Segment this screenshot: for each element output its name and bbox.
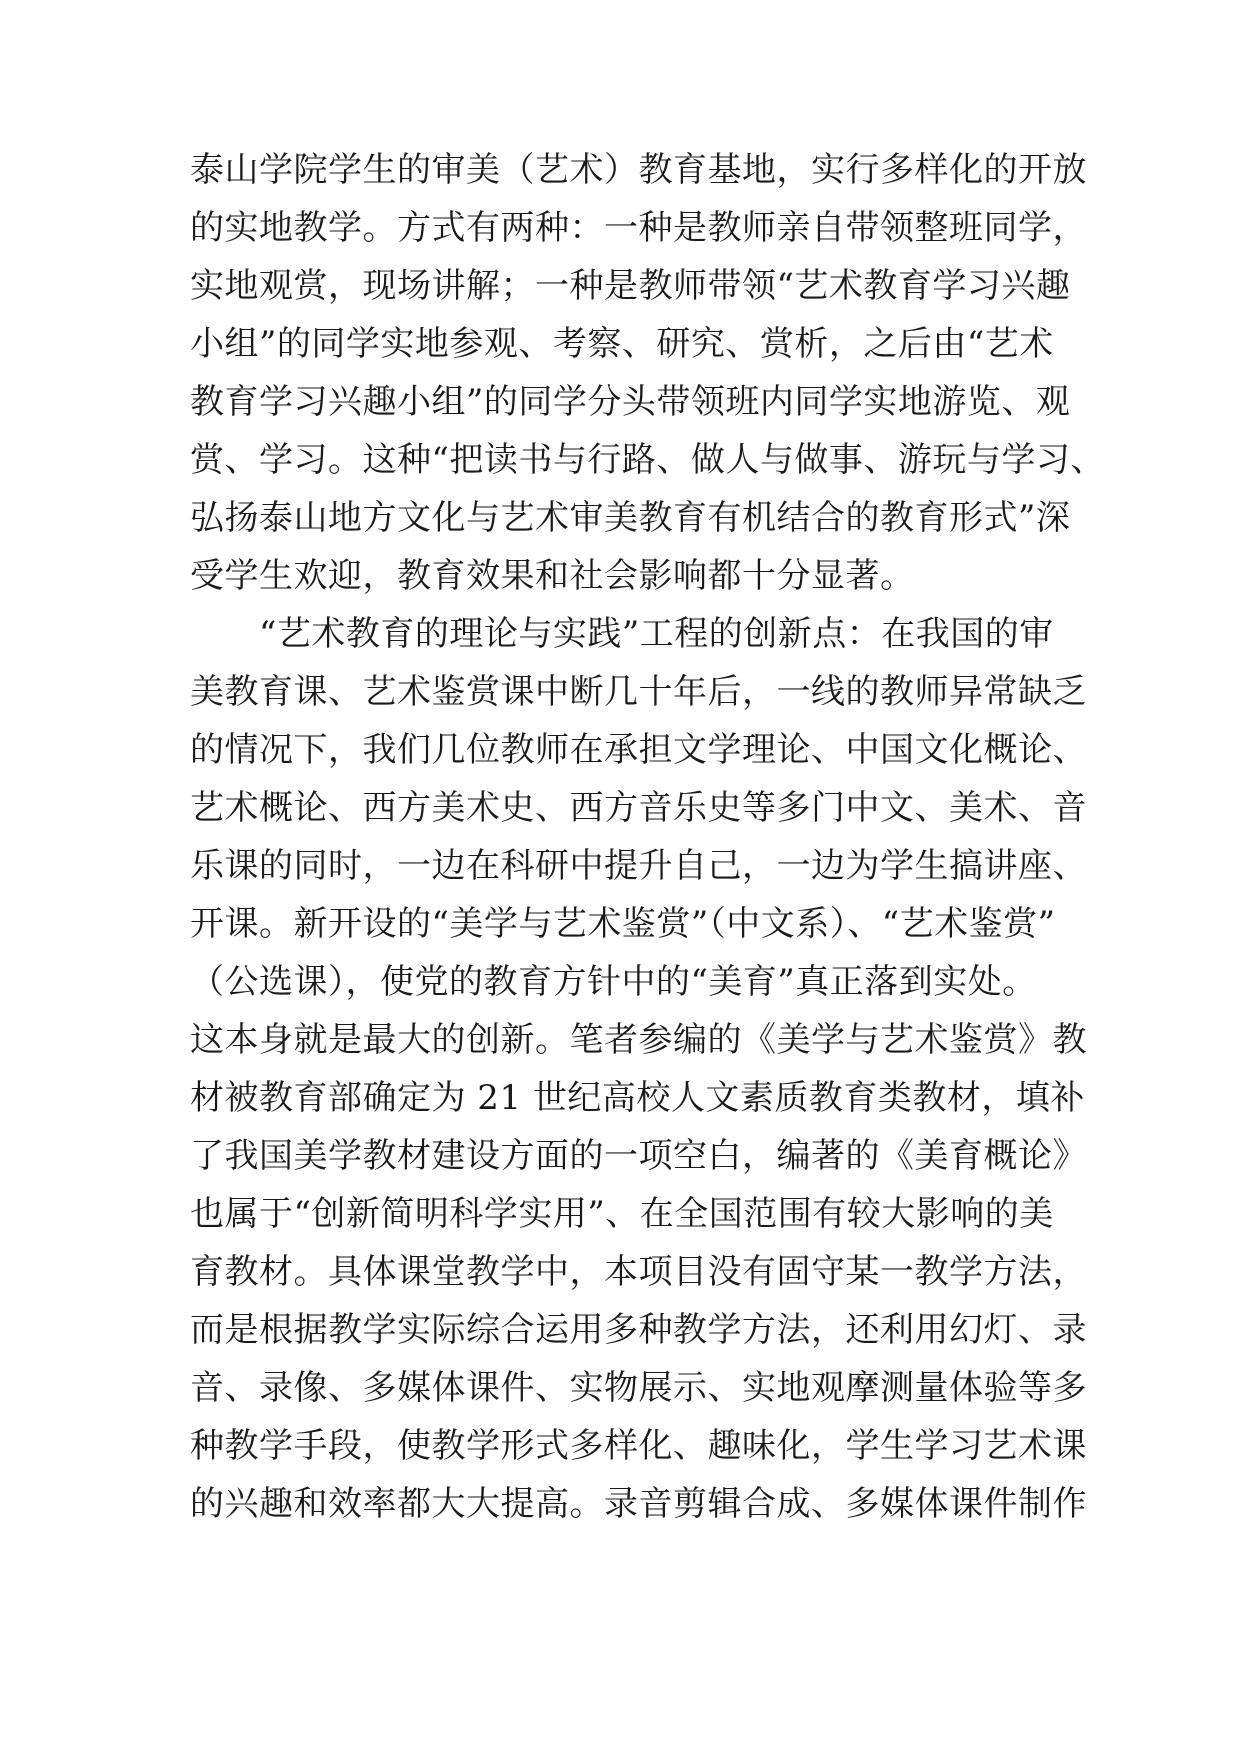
text-line: 开课。新开设的“美学与艺术鉴赏”（中文系）、“艺术鉴赏” <box>190 904 1056 944</box>
text-line: 的兴趣和效率都大大提高。录音剪辑合成、多媒体课件制作 <box>190 1484 1087 1524</box>
text-line: 育教材。具体课堂教学中，本项目没有固守某一教学方法， <box>190 1252 1087 1292</box>
text-line: “艺术教育的理论与实践”工程的创新点：在我国的审 <box>190 614 1054 654</box>
text-line: 乐课的同时，一边在科研中提升自己，一边为学生搞讲座、 <box>190 846 1087 886</box>
text-line: 小组”的同学实地参观、考察、研究、赏析，之后由“艺术 <box>190 324 1054 364</box>
text-line: 这本身就是最大的创新。笔者参编的《美学与艺术鉴赏》教 <box>190 1020 1087 1060</box>
text-line: 教育学习兴趣小组”的同学分头带领班内同学实地游览、观 <box>190 382 1071 422</box>
text-line: 受学生欢迎，教育效果和社会影响都十分显著。 <box>190 556 915 596</box>
text-line: 的实地教学。方式有两种：一种是教师亲自带领整班同学， <box>190 208 1087 248</box>
text-line: 弘扬泰山地方文化与艺术审美教育有机结合的教育形式”深 <box>190 498 1071 538</box>
body-text <box>190 141 1105 1533</box>
text-line: 种教学手段，使教学形式多样化、趣味化，学生学习艺术课 <box>190 1426 1087 1466</box>
text-line: 材被教育部确定为 21 世纪高校人文素质教育类教材，填补 <box>190 1078 1085 1118</box>
text-line: 的情况下，我们几位教师在承担文学理论、中国文化概论、 <box>190 730 1087 770</box>
text-line: 美教育课、艺术鉴赏课中断几十年后，一线的教师异常缺乏 <box>190 672 1087 712</box>
text-line: （公选课），使党的教育方针中的“美育”真正落到实处。 <box>190 962 1037 1002</box>
text-line: 泰山学院学生的审美（艺术）教育基地，实行多样化的开放 <box>190 150 1087 190</box>
text-line: 而是根据教学实际综合运用多种教学方法，还利用幻灯、录 <box>190 1310 1087 1350</box>
text-line: 了我国美学教材建设方面的一项空白，编著的《美育概论》 <box>190 1136 1087 1176</box>
text-line: 赏、学习。这种“把读书与行路、做人与做事、游玩与学习、 <box>190 440 1105 480</box>
text-line: 音、录像、多媒体课件、实物展示、实地观摩测量体验等多 <box>190 1368 1087 1408</box>
text-line: 实地观赏，现场讲解；一种是教师带领“艺术教育学习兴趣 <box>190 266 1071 306</box>
text-line: 艺术概论、西方美术史、西方音乐史等多门中文、美术、音 <box>190 788 1087 828</box>
text-line: 也属于“创新简明科学实用”、在全国范围有较大影响的美 <box>190 1194 1054 1234</box>
